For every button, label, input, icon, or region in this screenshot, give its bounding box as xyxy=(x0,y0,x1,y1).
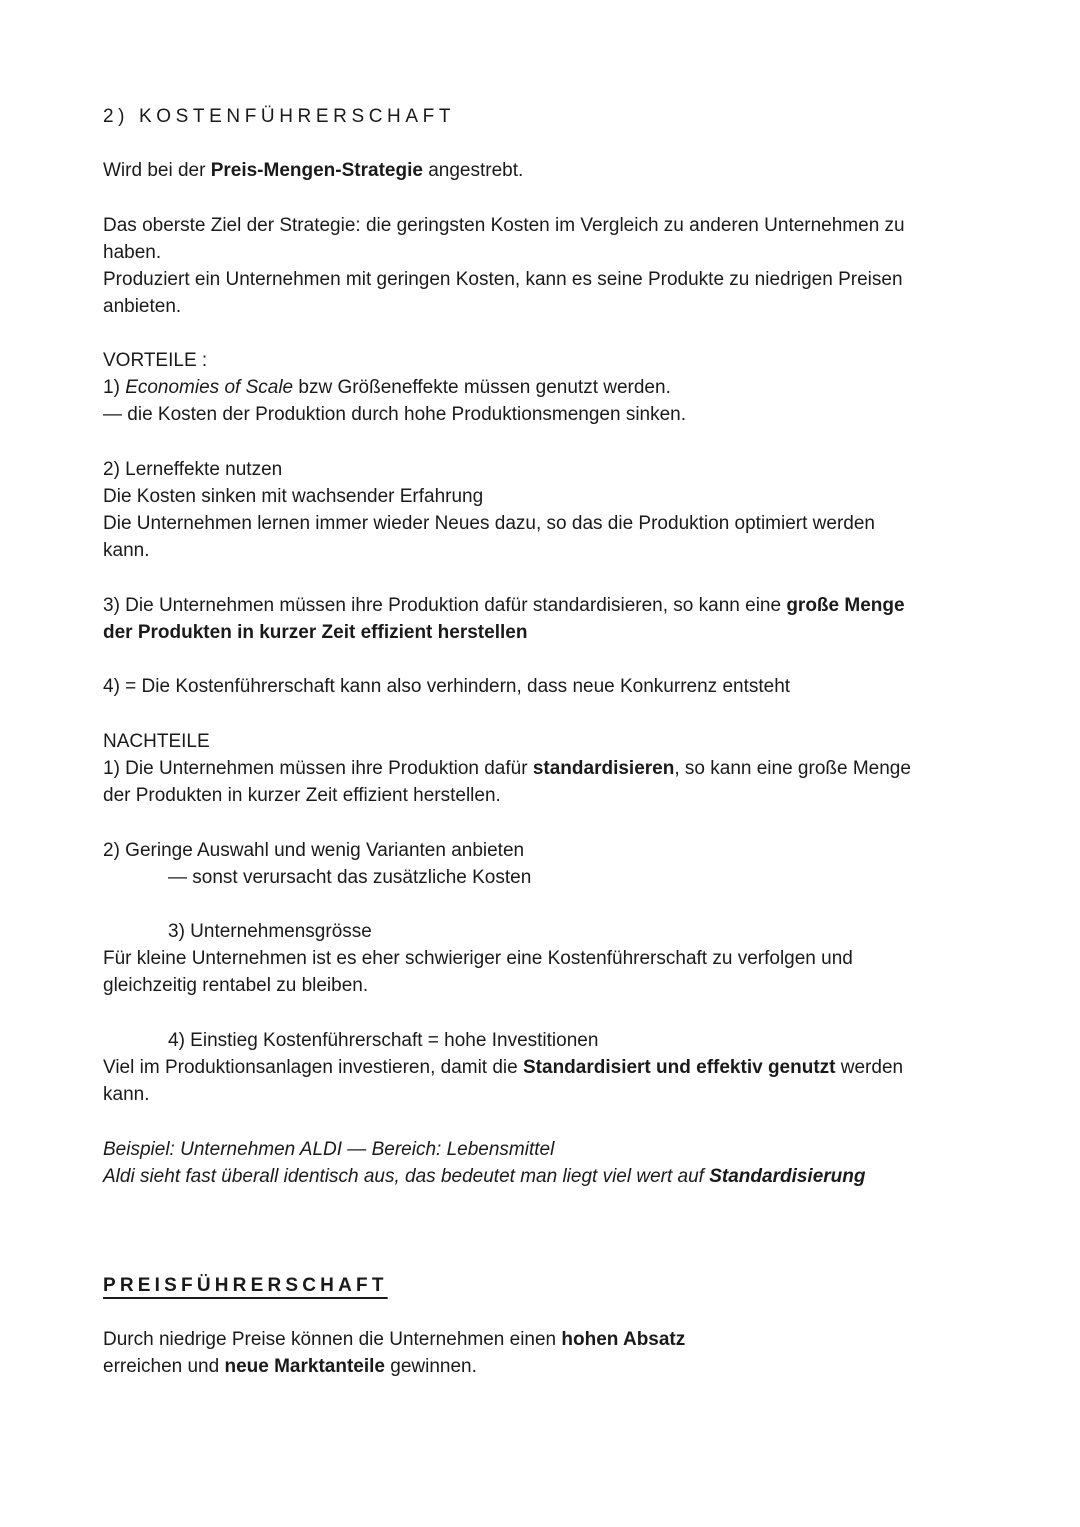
nachteile-item-4-line-1 xyxy=(103,1054,903,1081)
nachteile-item-4-line-2: kann. xyxy=(103,1084,150,1105)
vorteile-item-3-line-2 xyxy=(103,619,527,646)
text: gewinnen. xyxy=(384,1356,477,1377)
goal-line-3: Produziert ein Unternehmen mit geringen Kosten, kann es seine Produkte zu niedrigen Preisen xyxy=(103,269,903,290)
text: 1) xyxy=(103,377,126,398)
vorteile-item-2-line-2: Die Unternehmen lernen immer wieder Neues dazu, so das die Produktion optimiert werden xyxy=(103,513,875,534)
nachteile-item-3-title: 3) Unternehmensgrösse xyxy=(168,921,372,942)
italic-text: Aldi sieht fast überall identisch aus, das bedeutet man liegt viel wert auf xyxy=(103,1166,710,1187)
bold-term: neue Marktanteile xyxy=(224,1356,385,1377)
vorteile-heading: VORTEILE : xyxy=(103,350,208,371)
nachteile-item-3-line-2: gleichzeitig rentabel zu bleiben. xyxy=(103,975,369,996)
vorteile-item-4: 4) = Die Kostenführerschaft kann also verhindern, dass neue Konkurrenz entsteht xyxy=(103,676,791,697)
text: 3) Die Unternehmen müssen ihre Produktion dafür standardisieren, so kann eine xyxy=(103,595,787,616)
text: Wird bei der xyxy=(103,160,211,181)
bold-term: der Produkten in kurzer Zeit effizient herstellen xyxy=(103,622,528,643)
example-line-2 xyxy=(103,1163,865,1190)
vorteile-item-2-line-3: kann. xyxy=(103,540,150,561)
bold-term: Preis-Mengen-Strategie xyxy=(210,160,423,181)
italic-text: Beispiel: Unternehmen ALDI — Bereich: Lebensmittel xyxy=(103,1139,555,1160)
text: angestrebt. xyxy=(422,160,524,181)
bold-term: große Menge xyxy=(786,595,905,616)
vorteile-item-3 xyxy=(103,592,905,619)
nachteile-heading: NACHTEILE xyxy=(103,731,210,752)
bold-term: Standardisierung xyxy=(709,1166,866,1187)
nachteile-item-1-line-2: der Produkten in kurzer Zeit effizient herstellen. xyxy=(103,785,501,806)
nachteile-item-2-title: 2) Geringe Auswahl und wenig Varianten anbieten xyxy=(103,840,525,861)
section-title-preisfuehrerschaft: PREISFÜHRERSCHAFT xyxy=(103,1275,388,1296)
vorteile-item-2-line-1: Die Kosten sinken mit wachsender Erfahrung xyxy=(103,486,484,507)
example-line-1 xyxy=(103,1136,554,1163)
section2-line-1 xyxy=(103,1326,685,1353)
intro-line xyxy=(103,157,523,184)
text: werden xyxy=(835,1057,904,1078)
nachteile-item-2-sub: — sonst verursacht das zusätzliche Kosten xyxy=(168,867,532,888)
nachteile-item-1 xyxy=(103,755,911,782)
goal-line-4: anbieten. xyxy=(103,296,182,317)
goal-line-2: haben. xyxy=(103,242,162,263)
bold-term: hohen Absatz xyxy=(561,1329,686,1350)
text: Viel im Produktionsanlagen investieren, damit die xyxy=(103,1057,523,1078)
text: erreichen und xyxy=(103,1356,225,1377)
nachteile-item-4-title: 4) Einstieg Kostenführerschaft = hohe Investitionen xyxy=(168,1030,599,1051)
bold-term: Standardisiert und effektiv genutzt xyxy=(523,1057,836,1078)
nachteile-item-3-line-1: Für kleine Unternehmen ist es eher schwieriger eine Kostenführerschaft zu verfolgen und xyxy=(103,948,853,969)
section-title-kostenfuehrerschaft: 2) KOSTENFÜHRERSCHAFT xyxy=(103,106,456,127)
text: Durch niedrige Preise können die Unternehmen einen xyxy=(103,1329,562,1350)
text: bzw Größeneffekte müssen genutzt werden. xyxy=(293,377,671,398)
vorteile-item-1 xyxy=(103,374,671,401)
italic-term: Economies of Scale xyxy=(125,377,294,398)
text: 1) Die Unternehmen müssen ihre Produktion dafür xyxy=(103,758,533,779)
bold-term: standardisieren xyxy=(532,758,675,779)
vorteile-item-2-title: 2) Lerneffekte nutzen xyxy=(103,459,283,480)
goal-line-1: Das oberste Ziel der Strategie: die geringsten Kosten im Vergleich zu anderen Unternehmen zu xyxy=(103,215,905,236)
text: , so kann eine große Menge xyxy=(674,758,911,779)
vorteile-item-1-sub: — die Kosten der Produktion durch hohe Produktionsmengen sinken. xyxy=(103,404,687,425)
section2-line-2 xyxy=(103,1353,477,1380)
